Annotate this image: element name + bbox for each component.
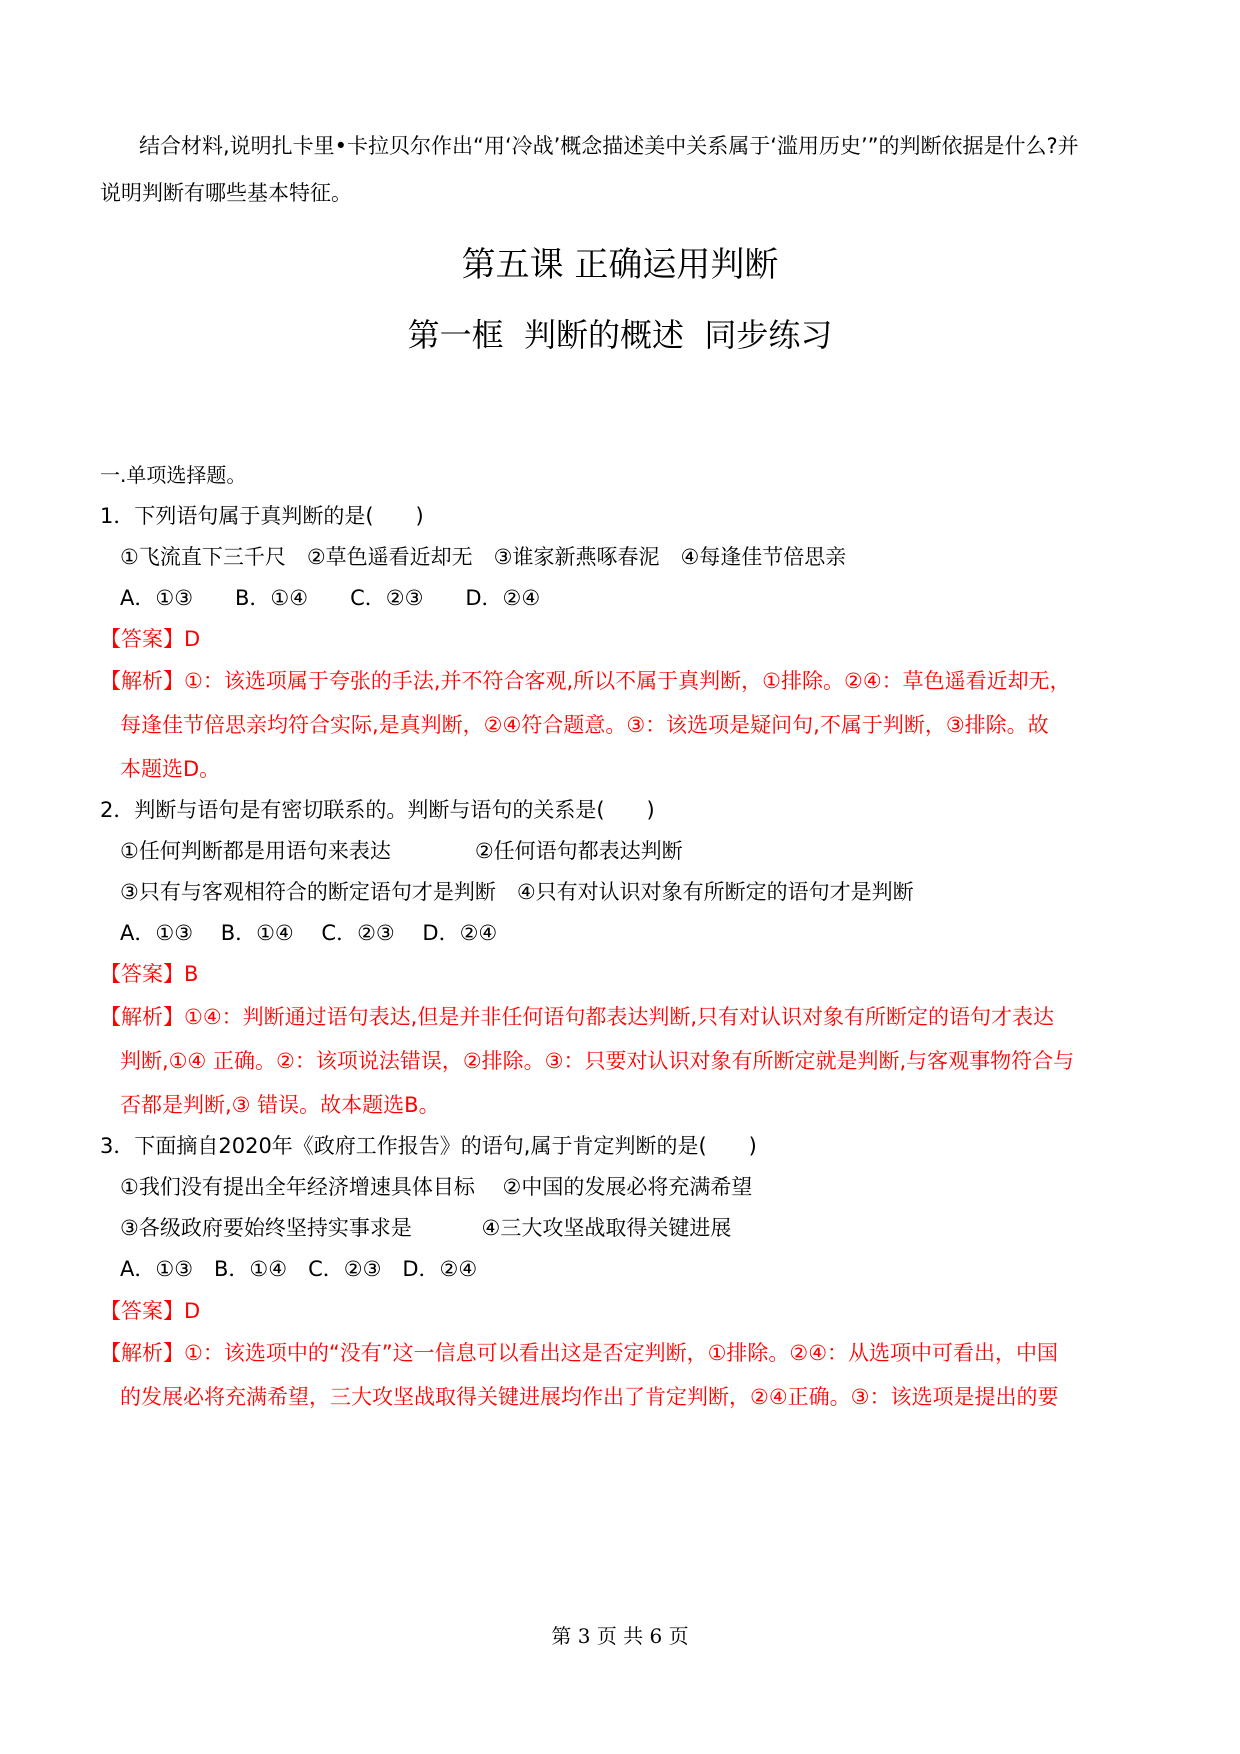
question-2-analysis-line-3: 否都是判断,③ 错误。故本题选B。 [120,1093,440,1117]
question-1-options: A．①③ B．①④ C．②③ D．②④ [120,586,541,610]
question-2-stem: 2．判断与语句是有密切联系的。判断与语句的关系是( ) [100,798,655,822]
question-1-statements: ①飞流直下三千尺 ②草色遥看近却无 ③谁家新燕啄春泥 ④每逢佳节倍思亲 [120,545,847,569]
question-3-statements-line-1: ①我们没有提出全年经济增速具体目标 ②中国的发展必将充满希望 [120,1175,753,1199]
question-1-answer: 【答案】D [100,627,201,651]
question-2-statements-line-1: ①任何判断都是用语句来表达 ②任何语句都表达判断 [120,839,683,863]
question-2-analysis-line-1: 【解析】①④：判断通过语句表达,但是并非任何语句都表达判断,只有对认识对象有所断定的语句才表达 [100,1005,1054,1029]
question-1-analysis-line-2: 每逢佳节倍思亲均符合实际,是真判断，②④符合题意。③：该选项是疑问句,不属于判断，③排除。故 [120,713,1049,737]
question-3-analysis-line-1: 【解析】①：该选项中的“没有”这一信息可以看出这是否定判断，①排除。②④：从选项中可看出，中国 [100,1341,1059,1365]
intro-question-line-2: 说明判断有哪些基本特征。 [100,181,352,205]
question-3-answer: 【答案】D [100,1299,201,1323]
question-2-answer: 【答案】B [100,962,199,986]
question-3-statements-line-2: ③各级政府要始终坚持实事求是 ④三大攻坚战取得关键进展 [120,1216,732,1240]
question-1-stem: 1．下列语句属于真判断的是( ) [100,504,424,528]
question-3-options: A．①③ B．①④ C．②③ D．②④ [120,1257,478,1281]
lesson-subtitle: 第一框 判断的概述 同步练习 [407,316,833,354]
section-heading: 一.单项选择题。 [100,463,247,487]
intro-question-line-1: 结合材料,说明扎卡里•卡拉贝尔作出“用‘冷战’概念描述美中关系属于‘滥用历史’”的判断依据是什么?并 [139,134,1079,158]
question-2-analysis-line-2: 判断,①④ 正确。②：该项说法错误，②排除。③：只要对认识对象有所断定就是判断,与客观事物符合与 [120,1049,1075,1073]
question-3-analysis-line-2: 的发展必将充满希望，三大攻坚战取得关键进展均作出了肯定判断，②④正确。③：该选项是提出的要 [120,1385,1059,1409]
page-number-footer: 第 3 页 共 6 页 [551,1624,689,1648]
question-2-statements-line-2: ③只有与客观相符合的断定语句才是判断 ④只有对认识对象有所断定的语句才是判断 [120,880,914,904]
question-1-analysis-line-1: 【解析】①：该选项属于夸张的手法,并不符合客观,所以不属于真判断，①排除。②④：草色遥看近却无， [100,669,1071,693]
question-3-stem: 3．下面摘自2020年《政府工作报告》的语句,属于肯定判断的是( ) [100,1134,757,1158]
question-1-analysis-line-3: 本题选D。 [120,757,221,781]
lesson-title: 第五课 正确运用判断 [461,245,779,285]
question-2-options: A．①③ B．①④ C．②③ D．②④ [120,921,498,945]
